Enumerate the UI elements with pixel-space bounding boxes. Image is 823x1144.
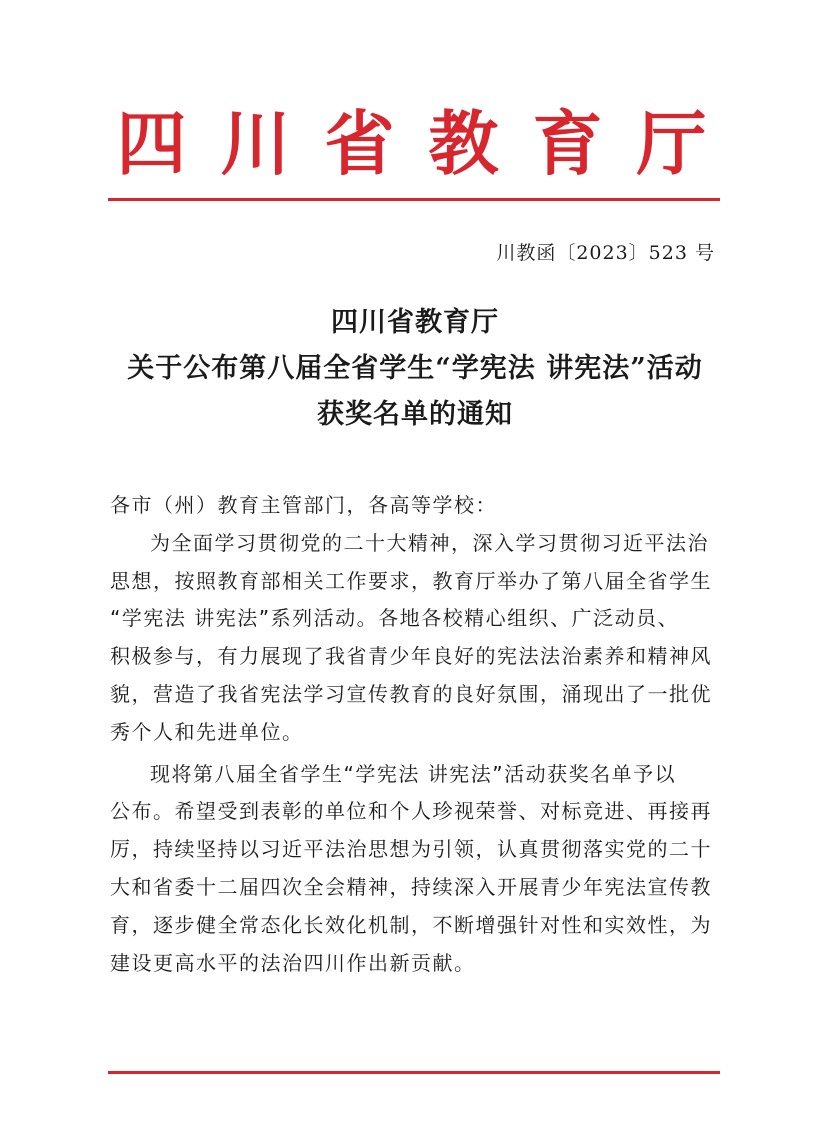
paragraph-line: 积极参与，有力展现了我省青少年良好的宪法法治素养和精神风 [110, 644, 712, 669]
document-title [100, 300, 730, 438]
paragraph-line: 为全面学习贯彻党的二十大精神，深入学习贯彻习近平法治 [150, 530, 709, 555]
document-number: 川教函〔2023〕523 号 [496, 242, 715, 264]
paragraph-line: 秀个人和先进单位。 [110, 719, 304, 744]
paragraph-line: 思想，按照教育部相关工作要求，教育厅举办了第八届全省学生 [110, 568, 712, 593]
paragraph-line: 育，逐步健全常态化长效化机制，不断增强针对性和实效性，为 [110, 912, 712, 937]
salutation: 各市（州）教育主管部门，各高等学校： [110, 493, 497, 517]
paragraph-line: 厉，持续坚持以习近平法治思想为引领，认真贯彻落实党的二十 [110, 837, 712, 862]
paragraph-2 [110, 756, 722, 983]
title-line: 关于公布第八届全省学生“学宪法 讲宪法”活动 [127, 353, 703, 384]
title-line: 四川省教育厅 [331, 307, 499, 338]
letterhead-red-rule [108, 198, 720, 201]
paragraph-1 [110, 525, 722, 752]
title-line: 获奖名单的通知 [317, 399, 513, 430]
paragraph-line: 公布。希望受到表彰的单位和个人珍视荣誉、对标竞进、再接再 [110, 799, 712, 824]
letterhead [0, 98, 823, 190]
letterhead-title: 四川省教育厅 [116, 102, 741, 185]
paragraph-line: 貌，营造了我省宪法学习宣传教育的良好氛围，涌现出了一批优 [110, 681, 712, 706]
document-body [110, 487, 722, 982]
paragraph-line: 建设更高水平的法治四川作出新贡献。 [110, 950, 476, 975]
paragraph-line: “学宪法 讲宪法”系列活动。各地各校精心组织、广泛动员、 [110, 606, 680, 631]
footer-red-rule [108, 1071, 720, 1074]
paragraph-line: 现将第八届全省学生“学宪法 讲宪法”活动获奖名单予以 [150, 761, 677, 786]
paragraph-line: 大和省委十二届四次全会精神，持续深入开展青少年宪法宣传教 [110, 874, 712, 899]
